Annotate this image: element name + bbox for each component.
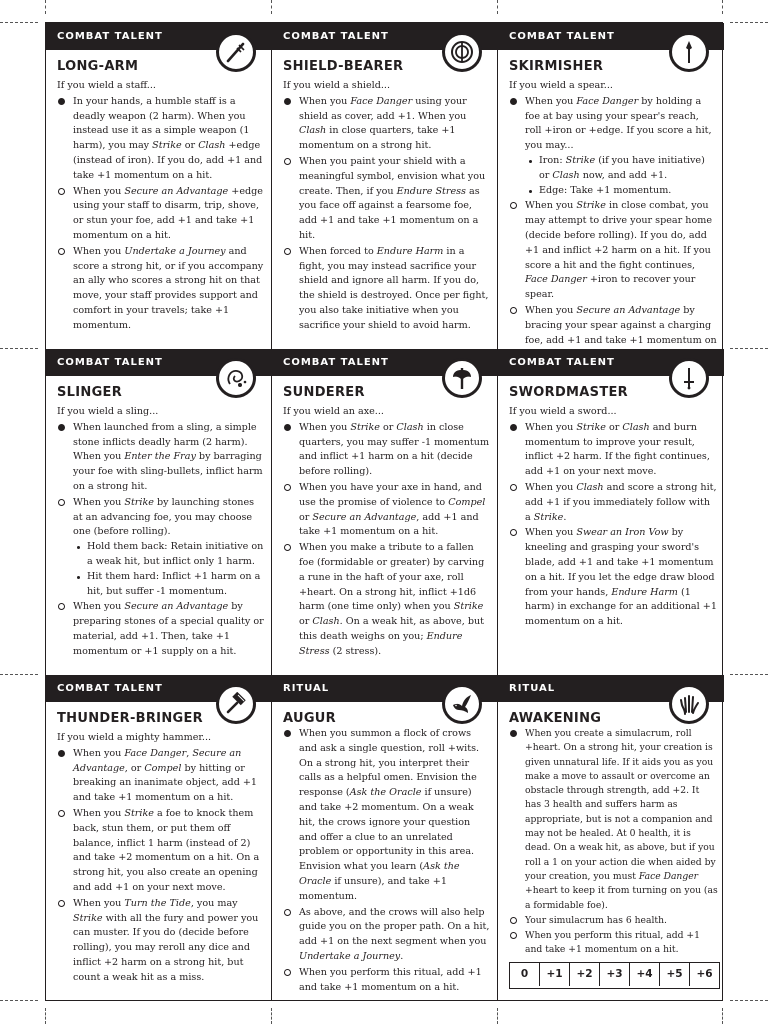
move-item: When you Clash and score a strong hit, add +1 if you immediately follow with a Strike. xyxy=(509,481,718,525)
move-item: When you summon a flock of crows and ask a single question, roll +wits. On a strong hit, you interpret their calls as a helpful omen. Envision the response (Ask the Oracle if unsure) and take +2 momentum. On a weak hit, the crows ignore your question and offer a clue to an unrelated problem or opportunity in this area. Envision what you learn (Ask the Oracle if unsure), and take +1 momentum. xyxy=(283,727,491,905)
cut-mark xyxy=(497,0,498,14)
move-item: When you make a tribute to a fallen foe (formidable or greater) by carving a rune in the haft of your axe, roll +heart. On a strong hit, inflict +1d6 harm (one time only) when you Strike or Clash. On a weak hit, as above, but this death weighs on you; Endure Stress (2 stress). xyxy=(283,541,491,659)
momentum-box[interactable]: +5 xyxy=(660,963,690,986)
move-item: When you Secure an Advantage by preparing stones of a special quality or material, add +1. Then, take +1 momentum or +1 supply on a hit. xyxy=(57,600,265,659)
move-item: When you perform this ritual, add +1 and take +1 momentum on a hit. xyxy=(283,966,491,996)
move-item: When launched from a sling, a simple stone inflicts deadly harm (2 harm). When you Enter the Fray by barraging your foe with sling-bullets, inflict harm on a strong hit. xyxy=(57,421,265,495)
cut-mark xyxy=(0,674,38,675)
card-slinger xyxy=(46,349,272,675)
card-intro: If you wield a shield... xyxy=(283,80,391,91)
move-list xyxy=(57,747,265,986)
move-item: As above, and the crows will also help guide you on the proper path. On a hit, add +1 on the next segment when you Undertake a Journey. xyxy=(283,906,491,965)
move-list xyxy=(283,727,491,995)
card-title: AUGUR xyxy=(283,711,336,726)
card-intro: If you wield a sling... xyxy=(57,406,159,417)
card-intro: If you wield a spear... xyxy=(509,80,613,91)
card-intro: If you wield a staff... xyxy=(57,80,156,91)
cut-mark xyxy=(722,1008,723,1024)
move-item: When you Strike or Clash in close quarters, you may suffer -1 momentum and inflict +1 harm on a hit (decide before rolling). xyxy=(283,421,491,480)
cut-mark xyxy=(0,348,38,349)
move-item: When you Strike by launching stones at an advancing foe, you may choose one (before rolling). Hold them back: Retain initiative on a weak hit, but inflict only 1 harm. Hit them hard: Inflict +1 harm on a hit, but suffer -1 momentum. xyxy=(57,496,265,600)
move-item: When you Face Danger by holding a foe at bay using your spear's reach, roll +iron or +edge. If you score a hit, you may... Iron: Strike (if you have initiative) or Clash now, and add +1. Edge: Take +1 momentum. xyxy=(509,95,718,199)
card-sunderer xyxy=(272,349,498,675)
cut-mark xyxy=(730,22,768,23)
momentum-box[interactable]: +6 xyxy=(696,968,713,980)
card-category: COMBAT TALENT xyxy=(46,23,271,50)
card-augur xyxy=(272,675,498,1001)
card-title: THUNDER-BRINGER xyxy=(57,711,203,726)
shield-icon xyxy=(442,32,482,72)
cut-mark xyxy=(730,674,768,675)
card-body xyxy=(283,727,491,996)
card-skirmisher xyxy=(498,23,724,349)
move-item: When you Swear an Iron Vow by kneeling and grasping your sword's blade, add +1 and take +1 momentum on a hit. If you let the edge draw blood from your hands, Endure Harm (1 harm) in exchange for an additional +1 momentum on a hit. xyxy=(509,526,718,630)
move-item: In your hands, a humble staff is a deadly weapon (2 harm). When you instead use it as a simple weapon (1 harm), you may Strike or Clash +edge (instead of iron). If you do, add +1 and take +1 momentum on a hit. xyxy=(57,95,265,184)
move-option: Hit them hard: Inflict +1 harm on a hit, but suffer -1 momentum. xyxy=(73,570,265,600)
card-body xyxy=(509,79,718,349)
card-intro: If you wield a mighty hammer... xyxy=(57,732,212,743)
card-shield-bearer xyxy=(272,23,498,349)
cut-mark xyxy=(271,0,272,14)
cut-mark xyxy=(722,0,723,14)
cut-mark xyxy=(730,1000,768,1001)
cut-mark xyxy=(0,1000,38,1001)
move-item: When you Strike a foe to knock them back, stun them, or put them off balance, inflict 1 harm (instead of 2) and take +2 momentum on a hit. On a strong hit, you also create an opening and add +1 on your next move. xyxy=(57,807,265,896)
move-item: When you have your axe in hand, and use the promise of violence to Compel or Secure an Advantage, add +1 and take +1 momentum on a hit. xyxy=(283,481,491,540)
card-intro: If you wield a sword... xyxy=(509,406,617,417)
cut-mark xyxy=(0,22,38,23)
momentum-box[interactable]: +1 xyxy=(540,963,570,986)
card-title: SWORDMASTER xyxy=(509,385,628,400)
cut-mark xyxy=(45,1008,46,1024)
sling-icon xyxy=(216,358,256,398)
move-item: When you Strike in close combat, you may attempt to drive your spear home (decide before rolling). If you do, add +1 and inflict +2 harm on a hit. If you score a hit and the fight continues, Face Danger +iron to recover your spear. xyxy=(509,199,718,303)
move-item: When you Secure an Advantage +edge using your staff to disarm, trip, shove, or stun your foe, add +1 and take +1 momentum on a hit. xyxy=(57,185,265,244)
card-thunder-bringer xyxy=(46,675,272,1001)
sword-icon xyxy=(669,358,709,398)
card-body xyxy=(57,731,265,987)
move-list xyxy=(283,95,491,334)
card-category: COMBAT TALENT xyxy=(498,349,724,376)
card-sheet xyxy=(45,22,723,1001)
card-body xyxy=(57,79,265,335)
card-title: SHIELD-BEARER xyxy=(283,59,404,74)
card-long-arm xyxy=(46,23,272,349)
momentum-track xyxy=(509,962,720,989)
move-item: When you perform this ritual, add +1 and take +1 momentum on a hit. xyxy=(509,929,718,958)
card-title: SUNDERER xyxy=(283,385,365,400)
move-item: When you Face Danger, Secure an Advantage, or Compel by hitting or breaking an inanimate object, add +1 and take +1 momentum on a hit. xyxy=(57,747,265,806)
card-body xyxy=(57,405,265,661)
move-list xyxy=(57,421,265,660)
momentum-box[interactable]: 0 xyxy=(510,963,540,986)
momentum-box[interactable]: +3 xyxy=(600,963,630,986)
move-option: Edge: Take +1 momentum. xyxy=(525,184,718,199)
cut-mark xyxy=(271,1008,272,1024)
momentum-box[interactable]: +2 xyxy=(570,963,600,986)
staff-icon xyxy=(216,32,256,72)
move-item: When you Strike or Clash and burn momentum to improve your result, inflict +2 harm. If the fight continues, add +1 on your next move. xyxy=(509,421,718,480)
card-category: COMBAT TALENT xyxy=(46,349,271,376)
move-list xyxy=(57,95,265,334)
card-intro: If you wield an axe... xyxy=(283,406,384,417)
card-category: COMBAT TALENT xyxy=(46,675,271,702)
move-item: When you create a simulacrum, roll +heart. On a strong hit, your creation is given unnatural life. If it aids you as you make a move to assault or overcome an obstacle through strength, add +2. It has 3 health and suffers harm as appropriate, but is not a companion and may not be healed. At 0 health, it is dead. On a weak hit, as above, but if you roll a 1 on your action die when aided by your creation, you must Face Danger +heart to keep it from turning on you (as a formidable foe). xyxy=(509,727,718,913)
move-list xyxy=(509,421,718,630)
card-title: SLINGER xyxy=(57,385,123,400)
move-item: Your simulacrum has 6 health. xyxy=(509,914,718,928)
axe-icon xyxy=(442,358,482,398)
hammer-icon xyxy=(216,684,256,724)
cut-mark xyxy=(497,1008,498,1024)
card-swordmaster xyxy=(498,349,724,675)
move-item: When you Turn the Tide, you may Strike with all the fury and power you can muster. If you do (decide before rolling), you may reroll any dice and inflict +2 harm on a strong hit, but count a weak hit as a miss. xyxy=(57,897,265,986)
move-item: When you Secure an Advantage by bracing your spear against a charging foe, add +1 and take +1 momentum on xyxy=(509,304,718,349)
move-item: When you Undertake a Journey and score a strong hit, or if you accompany an ally who scores a strong hit on that move, your staff provides support and comfort in your travels; take +1 momentum. xyxy=(57,245,265,334)
move-list xyxy=(283,421,491,660)
move-list xyxy=(509,727,718,958)
move-item: When you Face Danger using your shield as cover, add +1. When you Clash in close quarters, take +1 momentum on a strong hit. xyxy=(283,95,491,154)
move-options xyxy=(525,154,718,198)
card-body xyxy=(283,405,491,661)
move-options xyxy=(73,540,265,599)
move-option: Hold them back: Retain initiative on a weak hit, but inflict only 1 harm. xyxy=(73,540,265,570)
card-title: SKIRMISHER xyxy=(509,59,604,74)
move-list xyxy=(509,95,718,349)
crow-icon xyxy=(442,684,482,724)
card-category: COMBAT TALENT xyxy=(498,23,724,50)
card-category: COMBAT TALENT xyxy=(272,349,497,376)
card-body xyxy=(509,405,718,631)
cut-mark xyxy=(730,348,768,349)
card-category: RITUAL xyxy=(498,675,724,702)
card-title: LONG-ARM xyxy=(57,59,139,74)
card-body xyxy=(283,79,491,335)
card-category: RITUAL xyxy=(272,675,497,702)
card-body xyxy=(509,727,718,959)
spear-icon xyxy=(669,32,709,72)
move-option: Iron: Strike (if you have initiative) or Clash now, and add +1. xyxy=(525,154,718,184)
card-awakening xyxy=(498,675,724,1001)
hand-icon xyxy=(669,684,709,724)
momentum-box[interactable]: +4 xyxy=(630,963,660,986)
cut-mark xyxy=(45,0,46,14)
card-category: COMBAT TALENT xyxy=(272,23,497,50)
move-item: When forced to Endure Harm in a fight, you may instead sacrifice your shield and ignore all harm. If you do, the shield is destroyed. Once per fight, you also take initiative when you sacrifice your shield to avoid harm. xyxy=(283,245,491,334)
move-item: When you paint your shield with a meaningful symbol, envision what you create. Then, if you Endure Stress as you face off against a fearsome foe, add +1 and take +1 momentum on a hit. xyxy=(283,155,491,244)
card-title: AWAKENING xyxy=(509,711,602,726)
